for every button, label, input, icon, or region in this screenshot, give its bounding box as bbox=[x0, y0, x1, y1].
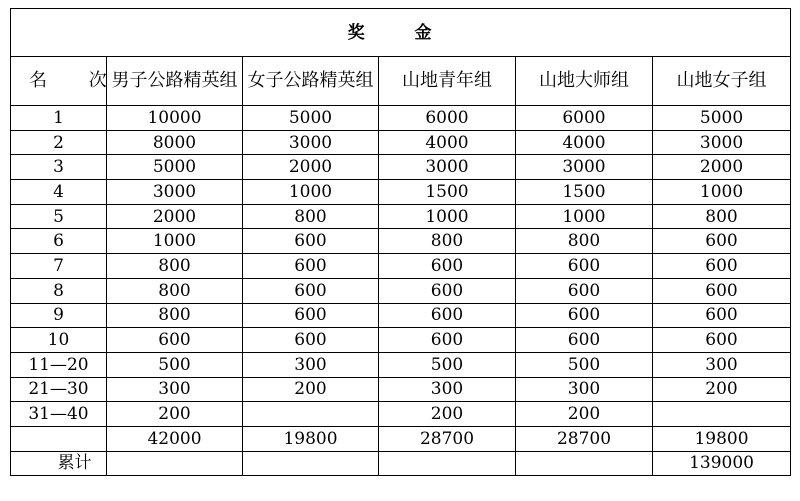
cell-mtb-master: 3000 bbox=[516, 155, 653, 180]
table-row bbox=[11, 377, 791, 402]
cell-rank: 31—40 bbox=[11, 402, 107, 427]
total-empty-cell bbox=[243, 451, 379, 476]
cell-mtb-master: 200 bbox=[516, 402, 653, 427]
cell-women-road-elite: 5000 bbox=[243, 106, 379, 131]
cell-women-road-elite: 2000 bbox=[243, 155, 379, 180]
cell-women-road-elite: 200 bbox=[243, 377, 379, 402]
cell-mtb-women: 600 bbox=[653, 303, 791, 328]
cell-rank: 21—30 bbox=[11, 377, 107, 402]
total-empty-cell bbox=[379, 451, 516, 476]
table-row bbox=[11, 254, 791, 279]
cell-men-road-elite: 800 bbox=[107, 278, 243, 303]
header-mtb-youth: 山地青年组 bbox=[379, 57, 516, 106]
cell-men-road-elite: 1000 bbox=[107, 229, 243, 254]
cell-mtb-women: 800 bbox=[653, 204, 791, 229]
cell-men-road-elite: 3000 bbox=[107, 180, 243, 205]
cell-mtb-women bbox=[653, 402, 791, 427]
subtotal-men-road-elite: 42000 bbox=[107, 426, 243, 451]
table-row bbox=[11, 402, 791, 427]
cell-mtb-youth: 600 bbox=[379, 328, 516, 353]
table-row bbox=[11, 352, 791, 377]
table-row bbox=[11, 229, 791, 254]
cell-women-road-elite bbox=[243, 402, 379, 427]
cell-mtb-youth: 3000 bbox=[379, 155, 516, 180]
cell-men-road-elite: 10000 bbox=[107, 106, 243, 131]
cell-rank: 6 bbox=[11, 229, 107, 254]
table-row bbox=[11, 180, 791, 205]
cell-men-road-elite: 800 bbox=[107, 254, 243, 279]
cell-mtb-women: 600 bbox=[653, 229, 791, 254]
cell-women-road-elite: 800 bbox=[243, 204, 379, 229]
cell-rank: 2 bbox=[11, 130, 107, 155]
cell-women-road-elite: 600 bbox=[243, 254, 379, 279]
title-row bbox=[11, 9, 791, 57]
cell-men-road-elite: 500 bbox=[107, 352, 243, 377]
cell-men-road-elite: 5000 bbox=[107, 155, 243, 180]
cell-mtb-women: 600 bbox=[653, 278, 791, 303]
cell-men-road-elite: 600 bbox=[107, 328, 243, 353]
cell-mtb-master: 6000 bbox=[516, 106, 653, 131]
cell-mtb-youth: 600 bbox=[379, 254, 516, 279]
subtotal-rank bbox=[11, 426, 107, 451]
cell-mtb-women: 600 bbox=[653, 254, 791, 279]
cell-mtb-women: 3000 bbox=[653, 130, 791, 155]
cell-mtb-women: 2000 bbox=[653, 155, 791, 180]
subtotal-mtb-women: 19800 bbox=[653, 426, 791, 451]
cell-mtb-youth: 600 bbox=[379, 278, 516, 303]
cell-mtb-master: 500 bbox=[516, 352, 653, 377]
cell-rank: 9 bbox=[11, 303, 107, 328]
cell-mtb-youth: 1000 bbox=[379, 204, 516, 229]
subtotal-row bbox=[11, 426, 791, 451]
cell-mtb-youth: 4000 bbox=[379, 130, 516, 155]
subtotal-mtb-master: 28700 bbox=[516, 426, 653, 451]
header-rank: 名 次 bbox=[11, 57, 107, 106]
cell-mtb-women: 200 bbox=[653, 377, 791, 402]
cell-rank: 5 bbox=[11, 204, 107, 229]
cell-mtb-youth: 300 bbox=[379, 377, 516, 402]
table-row bbox=[11, 328, 791, 353]
cell-women-road-elite: 1000 bbox=[243, 180, 379, 205]
cell-mtb-youth: 1500 bbox=[379, 180, 516, 205]
cell-mtb-women: 5000 bbox=[653, 106, 791, 131]
total-label: 累计 bbox=[11, 451, 107, 476]
cell-women-road-elite: 600 bbox=[243, 328, 379, 353]
cell-rank: 3 bbox=[11, 155, 107, 180]
cell-rank: 11—20 bbox=[11, 352, 107, 377]
table-row bbox=[11, 155, 791, 180]
header-women-road-elite: 女子公路精英组 bbox=[243, 57, 379, 106]
table-row bbox=[11, 278, 791, 303]
cell-mtb-master: 600 bbox=[516, 254, 653, 279]
cell-women-road-elite: 3000 bbox=[243, 130, 379, 155]
total-empty-cell bbox=[516, 451, 653, 476]
total-empty-cell bbox=[107, 451, 243, 476]
header-mtb-master: 山地大师组 bbox=[516, 57, 653, 106]
prize-table bbox=[10, 8, 791, 476]
cell-mtb-master: 1500 bbox=[516, 180, 653, 205]
header-mtb-women: 山地女子组 bbox=[653, 57, 791, 106]
cell-rank: 10 bbox=[11, 328, 107, 353]
cell-women-road-elite: 600 bbox=[243, 229, 379, 254]
cell-mtb-youth: 500 bbox=[379, 352, 516, 377]
cell-men-road-elite: 800 bbox=[107, 303, 243, 328]
table-row bbox=[11, 106, 791, 131]
cell-mtb-master: 1000 bbox=[516, 204, 653, 229]
cell-mtb-master: 800 bbox=[516, 229, 653, 254]
cell-men-road-elite: 300 bbox=[107, 377, 243, 402]
table-row bbox=[11, 130, 791, 155]
header-row bbox=[11, 57, 791, 106]
cell-mtb-master: 600 bbox=[516, 278, 653, 303]
table-row bbox=[11, 204, 791, 229]
cell-rank: 1 bbox=[11, 106, 107, 131]
cell-mtb-master: 4000 bbox=[516, 130, 653, 155]
cell-mtb-women: 600 bbox=[653, 328, 791, 353]
header-men-road-elite: 男子公路精英组 bbox=[107, 57, 243, 106]
cell-mtb-women: 300 bbox=[653, 352, 791, 377]
cell-mtb-master: 600 bbox=[516, 303, 653, 328]
cell-men-road-elite: 200 bbox=[107, 402, 243, 427]
subtotal-women-road-elite: 19800 bbox=[243, 426, 379, 451]
cell-rank: 8 bbox=[11, 278, 107, 303]
cell-men-road-elite: 8000 bbox=[107, 130, 243, 155]
cell-mtb-youth: 6000 bbox=[379, 106, 516, 131]
cell-mtb-youth: 800 bbox=[379, 229, 516, 254]
cell-mtb-youth: 600 bbox=[379, 303, 516, 328]
cell-mtb-master: 600 bbox=[516, 328, 653, 353]
cell-mtb-master: 300 bbox=[516, 377, 653, 402]
cell-men-road-elite: 2000 bbox=[107, 204, 243, 229]
total-row bbox=[11, 451, 791, 476]
subtotal-mtb-youth: 28700 bbox=[379, 426, 516, 451]
cell-mtb-youth: 200 bbox=[379, 402, 516, 427]
cell-rank: 7 bbox=[11, 254, 107, 279]
cell-women-road-elite: 600 bbox=[243, 278, 379, 303]
cell-rank: 4 bbox=[11, 180, 107, 205]
table-row bbox=[11, 303, 791, 328]
total-value: 139000 bbox=[653, 451, 791, 476]
cell-mtb-women: 1000 bbox=[653, 180, 791, 205]
cell-women-road-elite: 300 bbox=[243, 352, 379, 377]
cell-women-road-elite: 600 bbox=[243, 303, 379, 328]
table-title: 奖 金 bbox=[11, 9, 791, 57]
